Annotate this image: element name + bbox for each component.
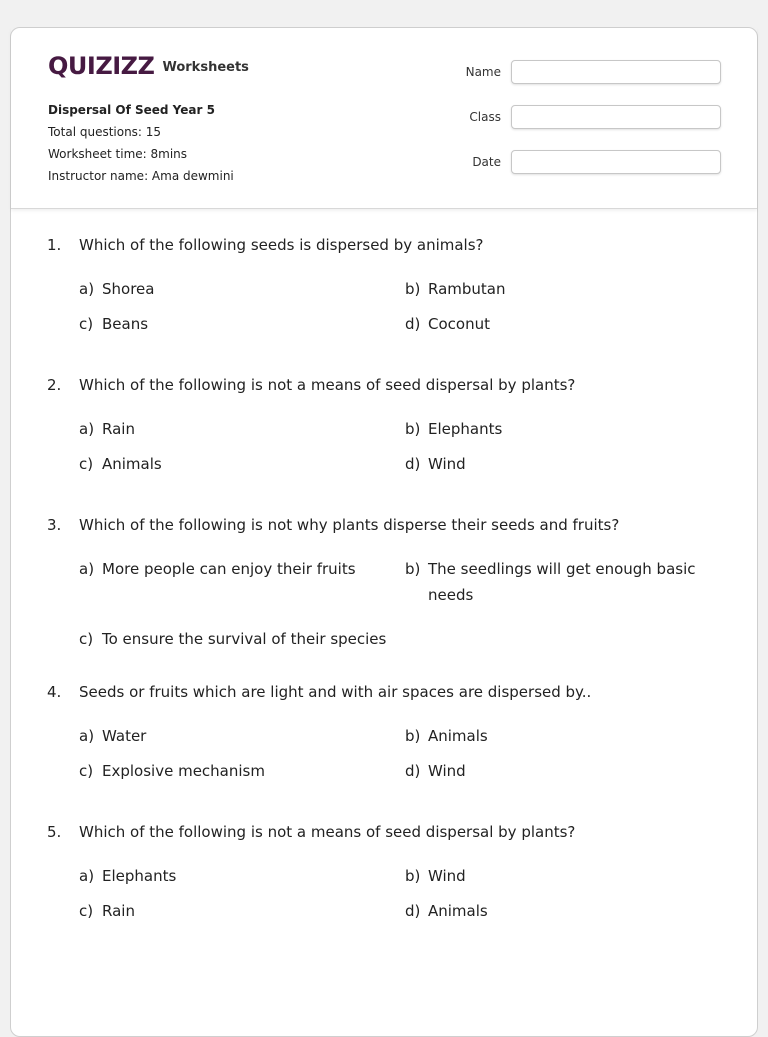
option-a[interactable] [79,727,146,749]
option-c[interactable] [79,455,162,477]
worksheet-title: Dispersal Of Seed Year 5 [48,103,215,117]
option-d[interactable] [405,315,490,337]
option-letter: c) [79,630,94,648]
total-questions: Total questions: 15 [48,125,162,139]
option-letter: d) [405,762,421,780]
option-a[interactable] [79,420,135,442]
worksheet-page [10,27,758,1037]
option-b[interactable] [405,280,506,302]
option-a[interactable] [79,280,154,302]
date-label: Date [472,155,501,169]
option-b[interactable] [405,867,466,889]
option-letter: a) [79,560,95,578]
class-input[interactable] [511,105,721,129]
option-letter: c) [79,315,94,333]
question-text: Seeds or fruits which are light and with air spaces are dispersed by.. [79,683,592,701]
brand-subtitle: Worksheets [162,59,249,75]
name-label: Name [465,65,501,79]
option-c[interactable] [79,315,148,337]
date-input[interactable] [511,150,721,174]
option-text: Wind [428,455,466,473]
question-text: Which of the following is not a means of seed dispersal by plants? [79,823,576,841]
option-letter: b) [405,280,421,298]
option-text: More people can enjoy their fruits [102,560,356,578]
option-letter: b) [405,560,421,578]
option-a[interactable] [79,560,356,582]
question-text: Which of the following is not why plants disperse their seeds and fruits? [79,516,620,534]
option-letter: c) [79,455,94,473]
question-text: Which of the following seeds is dispersed by animals? [79,236,484,254]
option-letter: b) [405,727,421,745]
brand [48,52,249,80]
worksheet-header [11,28,757,209]
option-b[interactable] [405,420,502,442]
option-d[interactable] [405,455,466,477]
option-text: Beans [102,315,149,333]
option-d[interactable] [405,902,488,924]
option-text: Rain [102,420,135,438]
option-text: To ensure the survival of their species [102,630,387,648]
option-d[interactable] [405,762,466,784]
instructor-name: Instructor name: Ama dewmini [48,169,234,183]
name-input[interactable] [511,60,721,84]
option-text: Wind [428,762,466,780]
option-text: The seedlings will get enough basic needs [428,560,696,604]
class-label: Class [469,110,501,124]
option-letter: d) [405,455,421,473]
option-text: Animals [428,727,488,745]
question-number: 1. [47,236,62,254]
option-text: Shorea [102,280,155,298]
worksheet-meta [48,99,234,187]
option-letter: a) [79,280,95,298]
question-number: 2. [47,376,62,394]
option-c[interactable] [79,762,265,784]
option-b[interactable] [405,727,488,749]
option-text: Water [102,727,147,745]
option-text: Elephants [102,867,177,885]
option-letter: b) [405,867,421,885]
option-b[interactable] [405,560,705,608]
option-letter: c) [79,902,94,920]
option-text: Wind [428,867,466,885]
option-text: Elephants [428,420,503,438]
question-number: 3. [47,516,62,534]
quizizz-logo: QUIZIZZ [48,52,155,80]
question-text: Which of the following is not a means of seed dispersal by plants? [79,376,576,394]
option-letter: c) [79,762,94,780]
option-letter: a) [79,867,95,885]
name-field-row [451,60,721,84]
option-letter: b) [405,420,421,438]
option-letter: d) [405,902,421,920]
option-c[interactable] [79,630,386,652]
question-number: 4. [47,683,62,701]
option-letter: a) [79,420,95,438]
option-text: Animals [428,902,488,920]
option-a[interactable] [79,867,176,889]
option-c[interactable] [79,902,135,924]
class-field-row [451,105,721,129]
question-number: 5. [47,823,62,841]
option-text: Rain [102,902,135,920]
option-text: Rambutan [428,280,506,298]
option-letter: a) [79,727,95,745]
option-text: Coconut [428,315,490,333]
option-text: Explosive mechanism [102,762,265,780]
date-field-row [451,150,721,174]
option-text: Animals [102,455,162,473]
option-letter: d) [405,315,421,333]
worksheet-time: Worksheet time: 8mins [48,147,188,161]
